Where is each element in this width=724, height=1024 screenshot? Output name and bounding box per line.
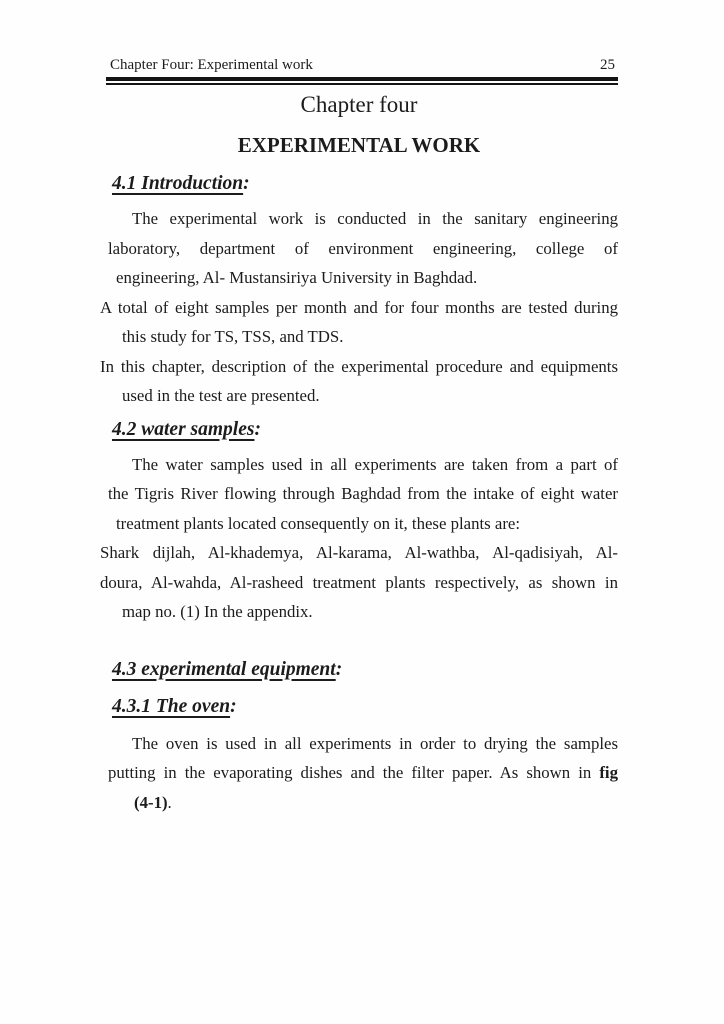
paragraph-line: engineering, Al- Mustansiriya University in Baghdad.: [116, 268, 478, 287]
section-heading: [100, 657, 618, 683]
section-heading-colon: :: [254, 418, 261, 440]
section: [100, 171, 618, 411]
bold-text: (4-1): [134, 792, 168, 812]
paragraph-line: [108, 758, 618, 788]
section-heading-colon: :: [335, 658, 343, 680]
sections-container: [100, 171, 618, 817]
section: [100, 694, 618, 818]
running-title: Chapter Four: Experimental work: [110, 57, 313, 73]
section-heading-text: 4.1 Introduction: [112, 173, 244, 194]
header-double-rule: [106, 77, 618, 85]
section-heading-text: 4.2 water samples: [112, 418, 255, 440]
section: [100, 657, 618, 683]
paragraph-lines: [100, 450, 618, 627]
paragraph-lines: [100, 204, 618, 411]
section-heading-text: 4.3.1 The oven: [112, 695, 231, 717]
paragraph-line: The oven is used in all experiments in order to drying the samples: [132, 733, 618, 753]
chapter-subtitle: EXPERIMENTAL WORK: [237, 133, 481, 157]
paragraph-line: In this chapter, description of the experimental procedure and equipments: [100, 356, 618, 376]
page-content: [100, 0, 618, 817]
section-heading: [100, 171, 618, 197]
section: [100, 417, 618, 627]
text: putting in the evaporating dishes and the filter paper. As shown in: [108, 763, 600, 782]
paragraph-line: The water samples used in all experiments are taken from a part of: [132, 454, 618, 474]
paragraph-line: laboratory, department of environment engineering, college of: [108, 238, 618, 258]
section-heading: [100, 694, 618, 720]
section-heading-text: 4.3 experimental equipment: [112, 658, 336, 680]
text: .: [167, 792, 172, 812]
paragraph-line: the Tigris River flowing through Baghdad from the intake of eight water: [108, 484, 618, 503]
chapter-title: Chapter four: [300, 92, 418, 117]
paragraph-line: map no. (1) In the appendix.: [122, 602, 313, 621]
paragraph-line: [134, 788, 618, 818]
page-header: [100, 54, 618, 76]
paragraph-line: doura, Al-wahda, Al-rasheed treatment plants respectively, as shown in: [100, 572, 618, 592]
paragraph-line: used in the test are presented.: [122, 386, 320, 405]
section-heading-colon: :: [243, 173, 250, 194]
section-heading-colon: :: [230, 695, 237, 717]
paragraph-line: A total of eight samples per month and for four months are tested during: [100, 297, 618, 317]
paragraph-line: this study for TS, TSS, and TDS.: [122, 327, 344, 346]
paragraph-lines: [100, 729, 618, 818]
page-number: 25: [600, 57, 615, 73]
paragraph-line: Shark dijlah, Al-khademya, Al-karama, Al-wathba, Al-qadisiyah, Al-: [100, 543, 618, 562]
section-heading: [100, 417, 618, 443]
paragraph-line: The experimental work is conducted in the sanitary engineering: [132, 209, 618, 228]
paragraph-line: treatment plants located consequently on it, these plants are:: [116, 513, 521, 533]
bold-text: fig: [599, 763, 618, 782]
